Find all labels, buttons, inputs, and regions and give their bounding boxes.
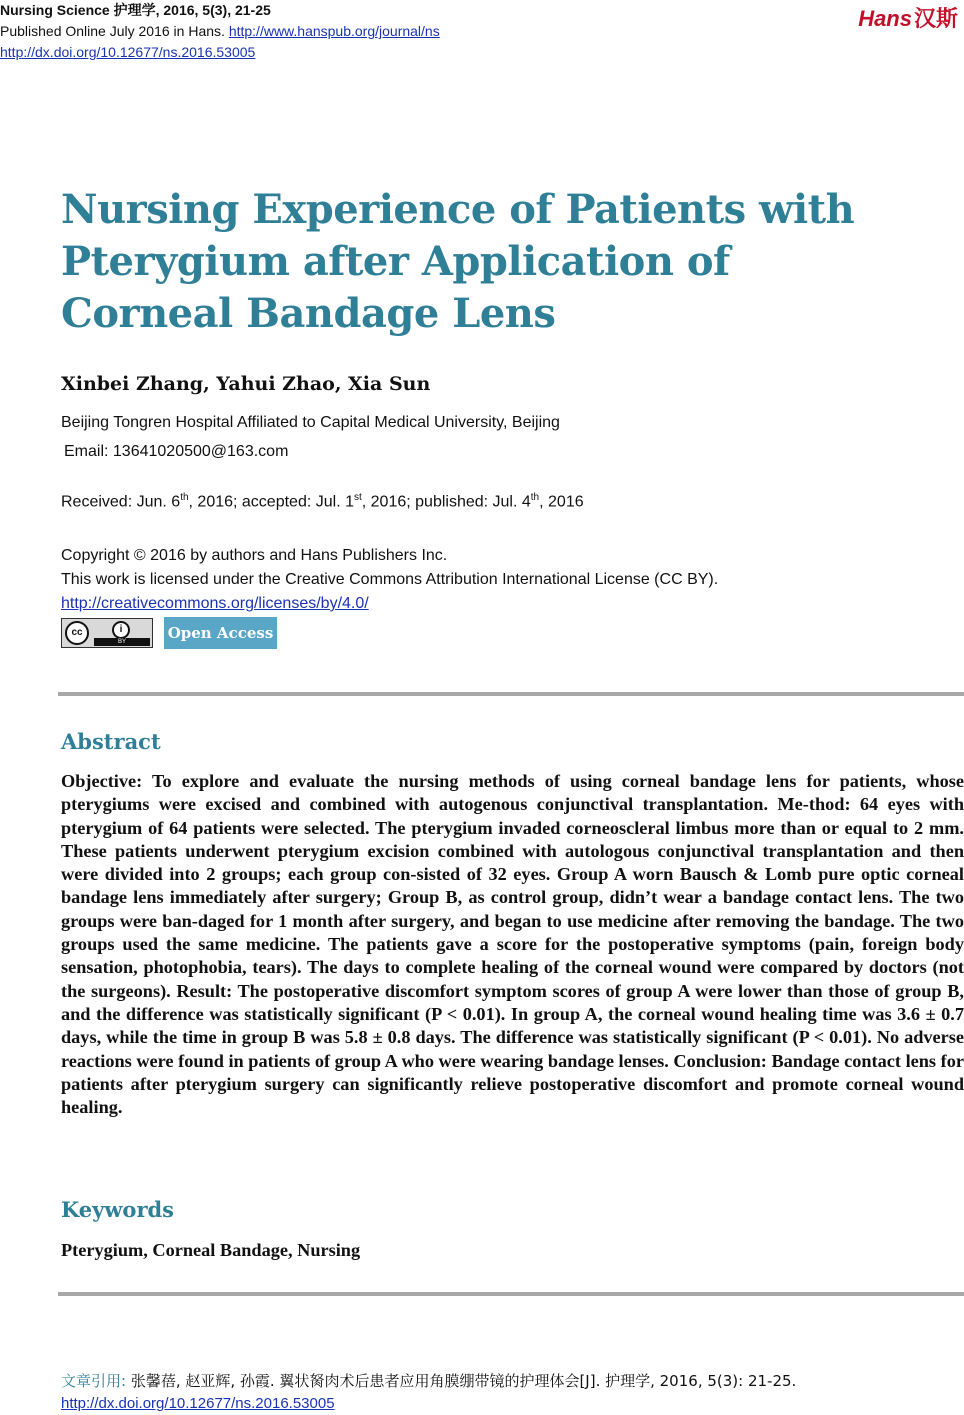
by-label: BY [94,638,150,646]
hans-logo [858,2,958,33]
copyright-block [61,544,718,616]
cc-icon: cc [65,621,89,645]
journal-header [0,0,440,63]
divider [58,1292,964,1296]
doi-link[interactable]: http://dx.doi.org/10.12677/ns.2016.53005 [0,44,256,60]
title-line: Nursing Experience of Patients with [61,186,855,233]
title-line: Corneal Bandage Lens [61,290,556,337]
email: Email: 13641020500@163.com [64,443,289,460]
publication-dates [61,492,584,511]
citation-doi-link[interactable]: http://dx.doi.org/10.12677/ns.2016.53005 [61,1395,335,1412]
article-title [61,184,921,340]
license-text: This work is licensed under the Creative Commons Attribution International License (CC BY). [61,571,719,588]
received-date: Received: Jun. 6 [61,493,181,511]
date-sup: st [353,492,362,503]
abstract-heading: Abstract [61,729,161,754]
license-link[interactable]: http://creativecommons.org/licenses/by/4.0/ [61,595,369,612]
journal-name: Nursing Science 护理学, 2016, 5(3), 21-25 [0,2,271,18]
authors: Xinbei Zhang, Yahui Zhao, Xia Sun [61,373,431,395]
citation-label: 文章引用: [61,1372,131,1390]
journal-url-link[interactable]: http://www.hanspub.org/journal/ns [228,23,440,39]
citation-text: 张馨蓓, 赵亚辉, 孙霞. 翼状胬肉术后患者应用角膜绷带镜的护理体会[J]. 护理学, 2016, 5(3): 21-25. [130,1372,797,1390]
keywords-heading: Keywords [61,1197,175,1222]
affiliation: Beijing Tongren Hospital Affiliated to Capital Medical University, Beijing [61,414,560,431]
logo-text: Hans [858,6,912,31]
open-access-badge: Open Access [164,617,277,649]
divider [58,692,964,696]
cc-by-badge[interactable] [61,618,153,648]
copyright-text: Copyright © 2016 by authors and Hans Publishers Inc. [61,547,448,564]
citation-block [61,1370,796,1415]
abstract-body: Objective: To explore and evaluate the nursing methods of using corneal bandage lens for patients, whose pterygiums were excised and combined with autogenous conjunctival transplantation. Me-thod: 64 eyes with pterygium of 64 patients were selected. The pterygium invaded corneoscleral limbus more than or equal to 2 mm. These patients underwent pterygium excision combined with autologous conjunctival transplantation and then were divided into 2 groups; each group con-sisted of 32 eyes. Group A worn Bausch & Lomb pure optic corneal bandage lens immediately after surgery; Group B, as control group, didn’t wear a bandage contact lens. The two groups were ban-daged for 1 month after surgery, and began to use medicine after removing the bandage. The two groups used the same medicine. The patients gave a score for the postoperative symptoms (pain, foreign body sensation, photophobia, tears). The days to complete healing of the corneal wound were compared by doctors (not the surgeons). Result: The postoperative discomfort symptom scores of group A were lower than those of group B, and the difference was statistically significant (P < 0.01). In group A, the corneal wound healing time was 3.6 ± 0.7 days, while the time in group B was 5.8 ± 0.8 days. The difference was statistically significant (P < 0.01). No adverse reactions were found in patients of group A who were wearing bandage lenses. Conclusion: Bandage contact lens for patients after pterygium surgery can significantly relieve postoperative discomfort and promote corneal wound healing. [61,771,964,1118]
title-line: Pterygium after Application of [61,238,730,285]
accepted-date: , 2016; accepted: Jul. 1 [188,493,354,511]
published-prefix: Published Online July 2016 in Hans. [0,23,229,39]
logo-cn: 汉斯 [913,6,958,31]
published-line [0,21,440,42]
date-sup: th [530,492,540,503]
date-year: , 2016 [539,493,584,511]
keywords-list: Pterygium, Corneal Bandage, Nursing [61,1240,361,1260]
published-date: , 2016; published: Jul. 4 [361,493,531,511]
person-icon: i [112,621,130,639]
date-sup: th [180,492,189,503]
